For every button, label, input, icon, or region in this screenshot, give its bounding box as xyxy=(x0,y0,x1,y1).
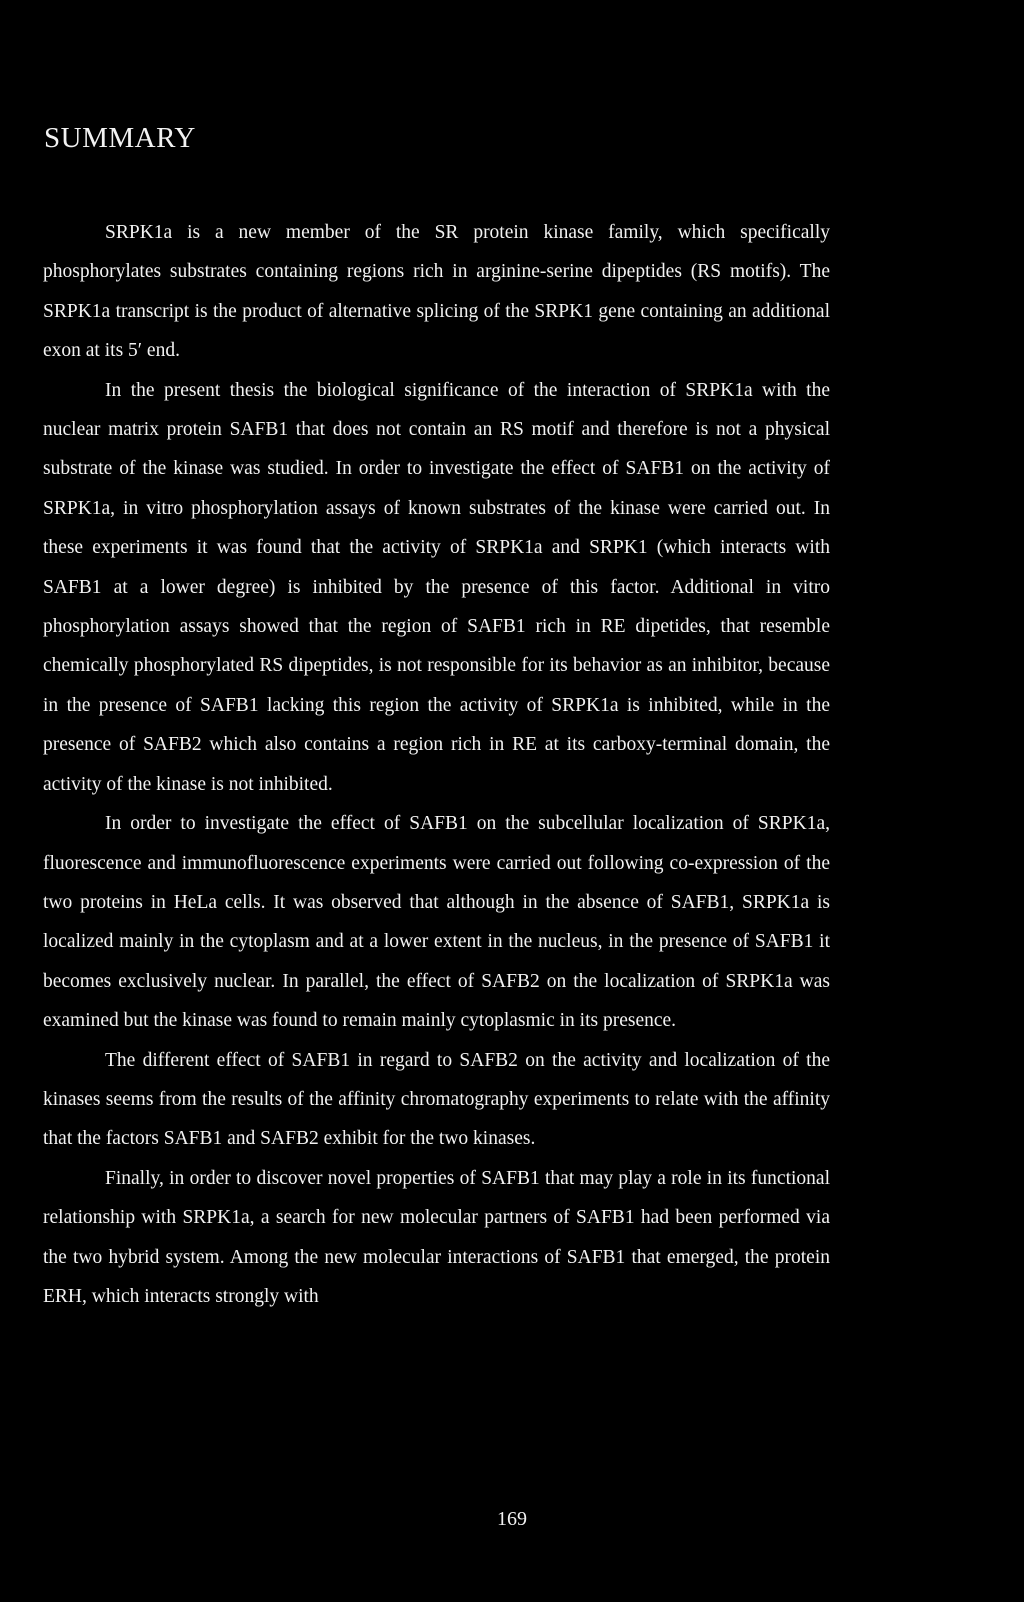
paragraph-affinity: The different effect of SAFB1 in regard to SAFB2 on the activity and localization of the kinases seems from the results of the affinity chromatography experiments to relate with the affinity that the factors SAFB1 and SAFB2 exhibit for the two kinases. xyxy=(43,1049,830,1150)
paragraph-activity: In the present thesis the biological significance of the interaction of SRPK1a with the nuclear matrix protein SAFB1 that does not contain an RS motif and therefore is not a physical substrate of the kinase was studied. In order to investigate the effect of SAFB1 on the activity of SRPK1a, in vitro phosphorylation assays of known substrates of the kinase were carried out. In these experiments it was found that the activity of SRPK1a and SRPK1 (which interacts with SAFB1 at a lower degree) is inhibited by the presence of this factor. Additional in vitro phosphorylation assays showed that the region of SAFB1 rich in RE dipetides, that resemble chemically phosphorylated RS dipeptides, is not responsible for its behavior as an inhibitor, because in the presence of SAFB1 lacking this region the activity of SRPK1a is inhibited, while in the presence of SAFB2 which also contains a region rich in RE at its carboxy-terminal domain, the activity of the kinase is not inhibited. xyxy=(43,379,830,795)
body-text xyxy=(43,213,830,1316)
page-number: 169 xyxy=(497,1508,527,1530)
paragraph-intro: SRPK1a is a new member of the SR protein kinase family, which specifically phosphorylates substrates containing regions rich in arginine-serine dipeptides (RS motifs). The SRPK1a transcript is the product of alternative splicing of the SRPK1 gene containing an additional exon at its 5′ end. xyxy=(43,222,830,362)
paragraph-partners: Finally, in order to discover novel properties of SAFB1 that may play a role in its functional relationship with SRPK1a, a search for new molecular partners of SAFB1 had been performed via the two hybrid system. Among the new molecular interactions of SAFB1 that emerged, the protein ERH, which interacts strongly with xyxy=(43,1167,830,1307)
section-heading: SUMMARY xyxy=(44,122,196,154)
paragraph-localization: In order to investigate the effect of SAFB1 on the subcellular localization of SRPK1a, fluorescence and immunofluorescence experiments were carried out following co-expression of the two proteins in HeLa cells. It was observed that although in the absence of SAFB1, SRPK1a is localized mainly in the cytoplasm and at a lower extent in the nucleus, in the presence of SAFB1 it becomes exclusively nuclear. In parallel, the effect of SAFB2 on the localization of SRPK1a was examined but the kinase was found to remain mainly cytoplasmic in its presence. xyxy=(43,813,830,1032)
